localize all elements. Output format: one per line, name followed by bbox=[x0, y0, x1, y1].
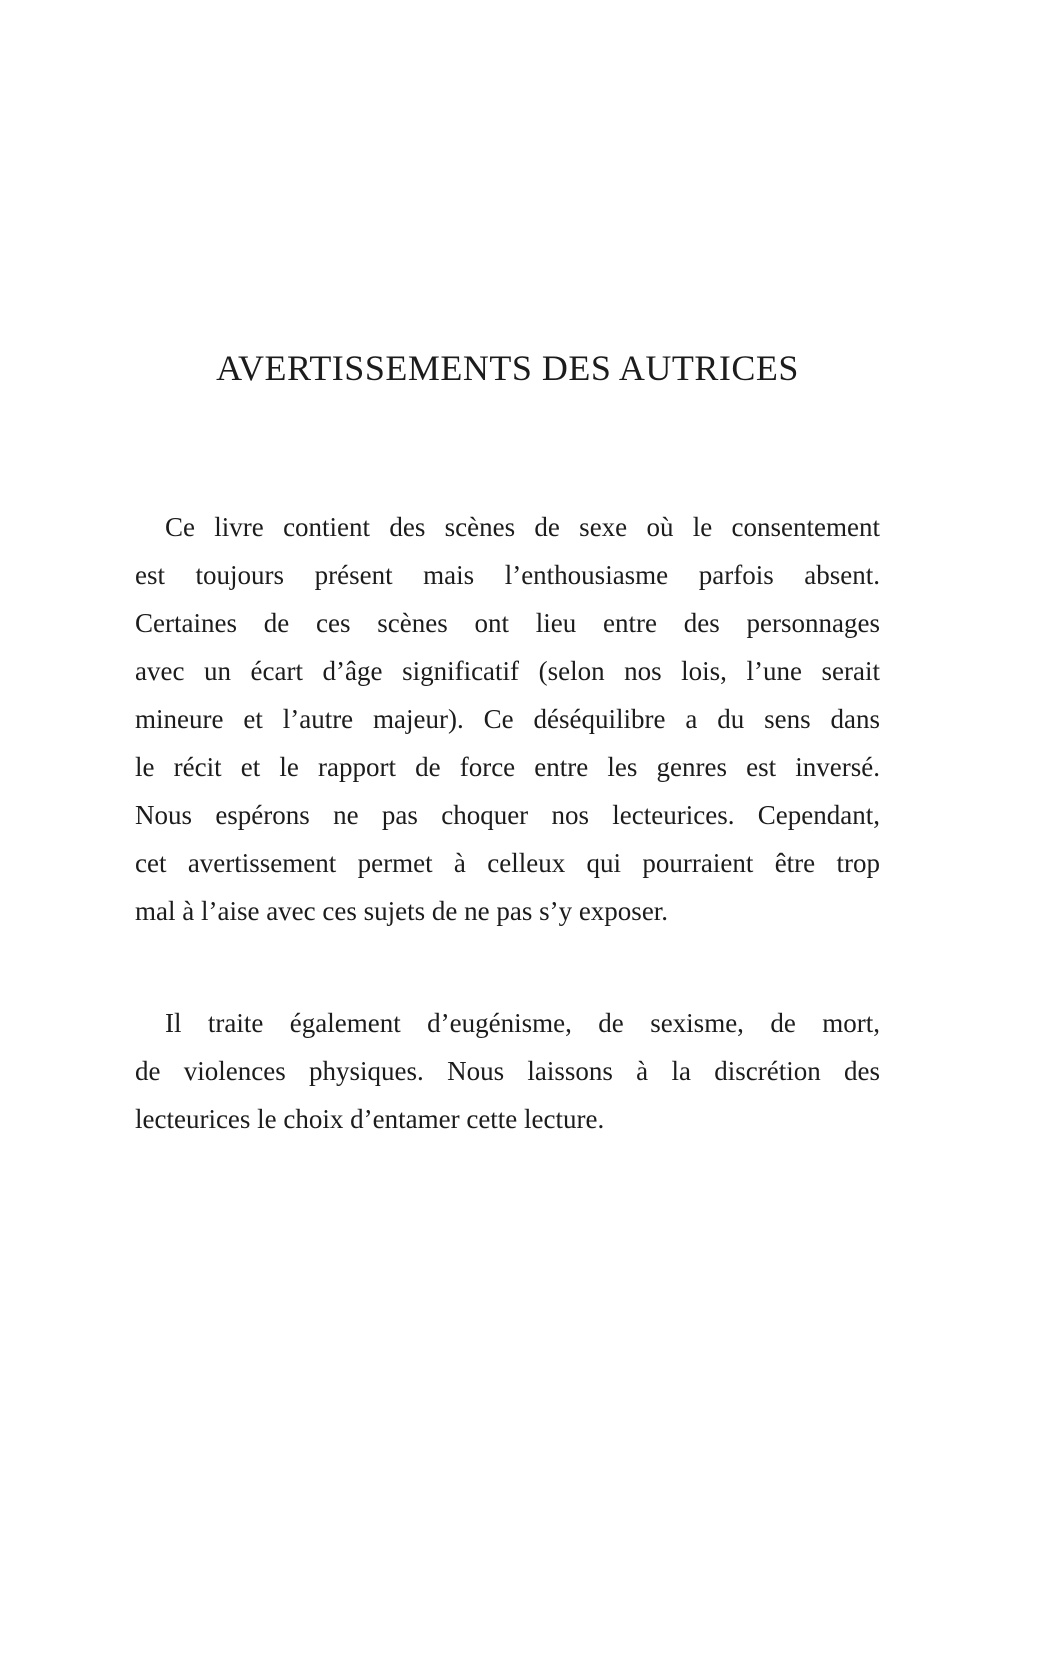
text-line: Ce livre contient des scènes de sexe où le consentement bbox=[165, 512, 880, 542]
text-line: Certaines de ces scènes ont lieu entre des personnages bbox=[135, 608, 880, 638]
text-line: mineure et l’autre majeur). Ce déséquilibre a du sens dans bbox=[135, 704, 880, 734]
text-line: le récit et le rapport de force entre les genres est inversé. bbox=[135, 752, 880, 782]
page-body bbox=[135, 503, 880, 1143]
text-line: est toujours présent mais l’enthousiasme parfois absent. bbox=[135, 560, 880, 590]
page-title: AVERTISSEMENTS DES AUTRICES bbox=[216, 348, 799, 388]
text-line: Il traite également d’eugénisme, de sexisme, de mort, bbox=[165, 1008, 880, 1038]
text-line: cet avertissement permet à celleux qui pourraient être trop bbox=[135, 848, 880, 878]
text-line: mal à l’aise avec ces sujets de ne pas s’y exposer. bbox=[135, 896, 669, 926]
text-line: lecteurices le choix d’entamer cette lecture. bbox=[135, 1104, 605, 1134]
text-line: de violences physiques. Nous laissons à la discrétion des bbox=[135, 1056, 880, 1086]
text-line: Nous espérons ne pas choquer nos lecteurices. Cependant, bbox=[135, 800, 880, 830]
text-line: avec un écart d’âge significatif (selon nos lois, l’une serait bbox=[135, 656, 880, 686]
paragraph bbox=[135, 503, 880, 935]
paragraph bbox=[135, 999, 880, 1143]
